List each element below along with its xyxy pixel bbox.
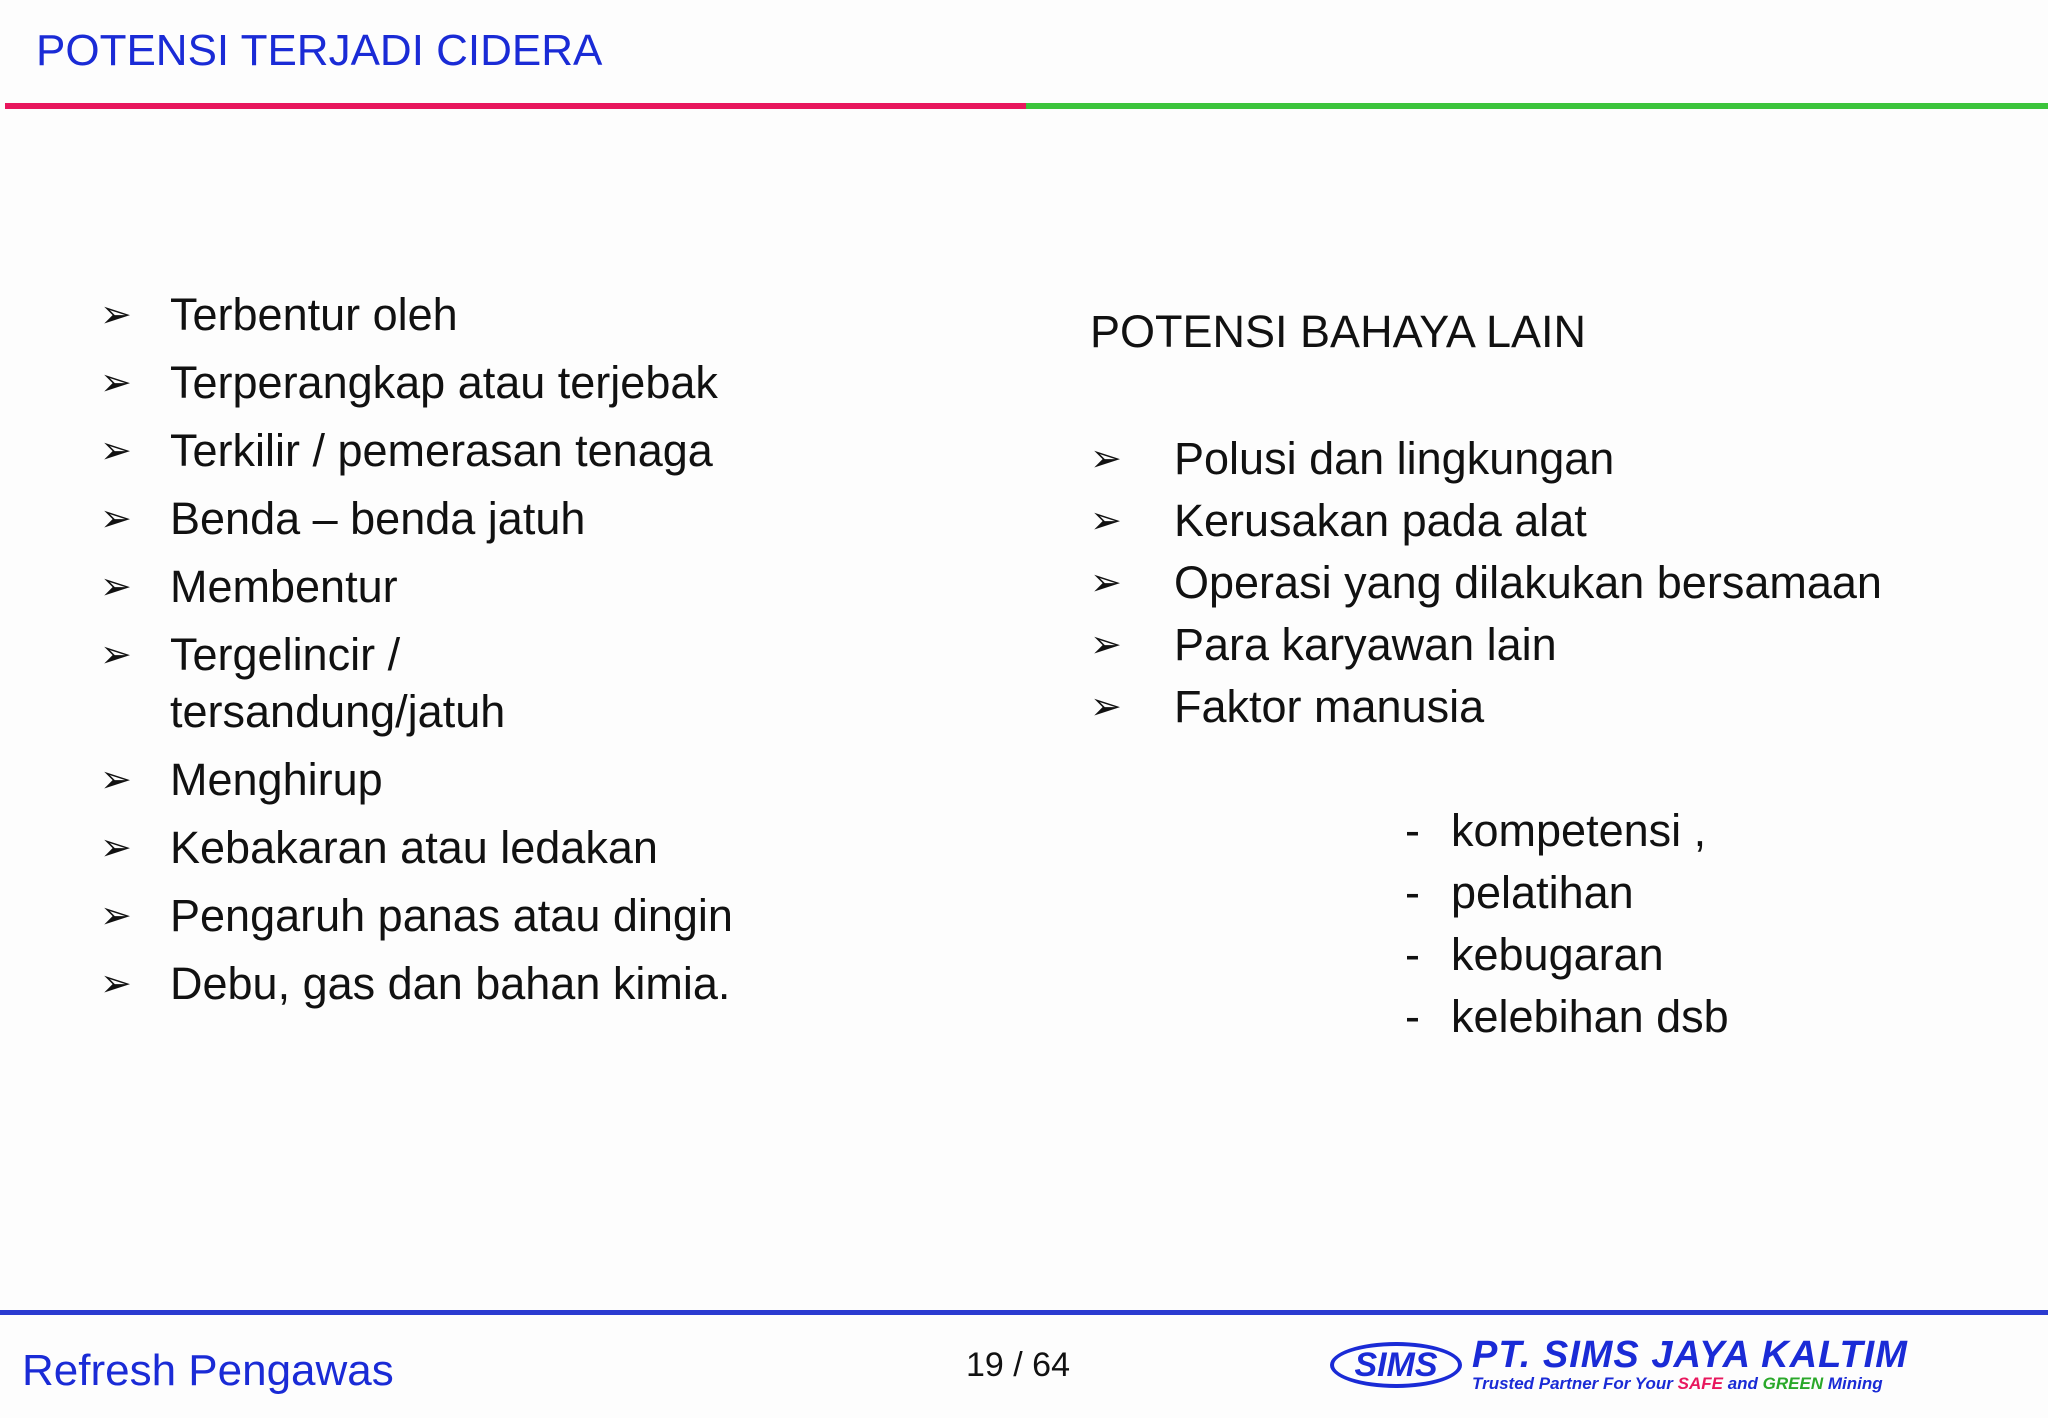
arrow-bullet-icon: ➢: [100, 428, 132, 472]
injury-potential-list: [100, 286, 820, 1023]
arrow-bullet-icon: ➢: [100, 564, 132, 608]
footer-title: Refresh Pengawas: [22, 1346, 394, 1395]
logo-company-name: PT. SIMS JAYA KALTIM: [1472, 1334, 1908, 1376]
tagline-prefix: Trusted Partner For Your: [1472, 1374, 1678, 1393]
list-item: [100, 819, 820, 876]
list-item-text-line1: Tergelincir /: [170, 629, 401, 680]
list-item: [100, 422, 820, 479]
list-item-text: Terkilir / pemerasan tenaga: [170, 425, 713, 476]
dash-bullet: -: [1405, 991, 1420, 1042]
list-item-text: Operasi yang dilakukan bersamaan: [1174, 557, 1882, 608]
logo-tagline: [1472, 1374, 1883, 1394]
tagline-green: GREEN: [1762, 1374, 1824, 1393]
sublist-item-text: kebugaran: [1451, 929, 1664, 980]
sublist-item: [1405, 802, 1729, 859]
arrow-bullet-icon: ➢: [1090, 684, 1122, 728]
sublist-item: [1405, 988, 1729, 1045]
human-factor-sublist: [1405, 802, 1729, 1050]
list-item-text: Kerusakan pada alat: [1174, 495, 1587, 546]
list-item-text-line2: tersandung/jatuh: [170, 686, 506, 737]
other-hazards-list: [1090, 430, 1990, 740]
list-item-text: Debu, gas dan bahan kimia.: [170, 958, 731, 1009]
list-item: [100, 286, 820, 343]
other-hazards-heading: POTENSI BAHAYA LAIN: [1090, 306, 1586, 357]
list-item-text: Benda – benda jatuh: [170, 493, 586, 544]
sublist-item-text: pelatihan: [1451, 867, 1634, 918]
slide-title: POTENSI TERJADI CIDERA: [36, 26, 603, 75]
list-item-text: Faktor manusia: [1174, 681, 1485, 732]
arrow-bullet-icon: ➢: [1090, 622, 1122, 666]
list-item-text: Membentur: [170, 561, 398, 612]
dash-bullet: -: [1405, 929, 1420, 980]
arrow-bullet-icon: ➢: [100, 360, 132, 404]
list-item: [100, 751, 820, 808]
footer-divider: [0, 1310, 2048, 1315]
arrow-bullet-icon: ➢: [100, 292, 132, 336]
arrow-bullet-icon: ➢: [100, 825, 132, 869]
arrow-bullet-icon: ➢: [100, 893, 132, 937]
sublist-item-text: kompetensi ,: [1451, 805, 1707, 856]
sublist-item: [1405, 926, 1729, 983]
list-item-text: Menghirup: [170, 754, 383, 805]
list-item: [1090, 616, 1990, 673]
list-item: [1090, 492, 1990, 549]
list-item-text: Terbentur oleh: [170, 289, 458, 340]
logo-badge: SIMS: [1330, 1342, 1462, 1388]
arrow-bullet-icon: ➢: [1090, 498, 1122, 542]
list-item: [1090, 430, 1990, 487]
tagline-safe: SAFE: [1677, 1374, 1723, 1393]
title-underline-red: [5, 103, 1026, 109]
dash-bullet: -: [1405, 805, 1420, 856]
list-item: [100, 955, 820, 1012]
arrow-bullet-icon: ➢: [1090, 560, 1122, 604]
list-item: [100, 887, 820, 944]
page-number: 19 / 64: [966, 1346, 1070, 1384]
list-item: [100, 354, 820, 411]
arrow-bullet-icon: ➢: [1090, 436, 1122, 480]
sublist-item-text: kelebihan dsb: [1451, 991, 1729, 1042]
list-item-text: Pengaruh panas atau dingin: [170, 890, 733, 941]
list-item: [100, 558, 820, 615]
list-item: [1090, 554, 1990, 611]
arrow-bullet-icon: ➢: [100, 632, 132, 676]
list-item: [100, 626, 820, 740]
list-item: [1090, 678, 1990, 735]
arrow-bullet-icon: ➢: [100, 496, 132, 540]
list-item-text: Kebakaran atau ledakan: [170, 822, 658, 873]
sublist-item: [1405, 864, 1729, 921]
dash-bullet: -: [1405, 867, 1420, 918]
arrow-bullet-icon: ➢: [100, 961, 132, 1005]
tagline-suffix: Mining: [1823, 1374, 1883, 1393]
list-item: [100, 490, 820, 547]
title-underline-green: [1026, 103, 2048, 109]
list-item-text: Para karyawan lain: [1174, 619, 1557, 670]
company-logo: [1330, 1336, 2020, 1396]
list-item-text: Terperangkap atau terjebak: [170, 357, 718, 408]
tagline-and: and: [1722, 1374, 1763, 1393]
list-item-text: Polusi dan lingkungan: [1174, 433, 1615, 484]
arrow-bullet-icon: ➢: [100, 757, 132, 801]
